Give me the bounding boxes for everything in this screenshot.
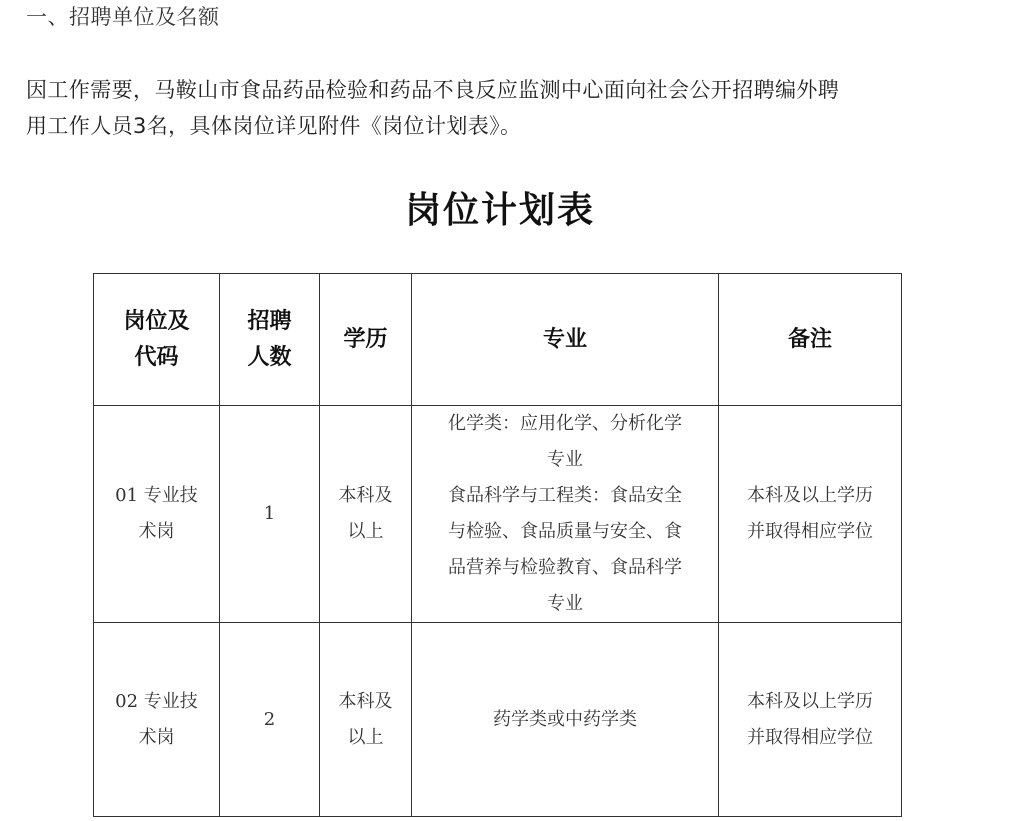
cell-major — [412, 623, 719, 817]
cell-line: 品营养与检验教育、食品科学 — [448, 557, 682, 578]
table-title: 岗位计划表 — [404, 189, 595, 231]
table-header-row — [94, 274, 902, 406]
header-line: 人数 — [247, 344, 292, 370]
cell-line: 与检验、食品质量与安全、食 — [448, 521, 682, 542]
header-position — [94, 274, 220, 406]
cell-line: 并取得相应学位 — [747, 521, 873, 542]
cell-education — [320, 406, 412, 623]
table-row — [94, 623, 902, 817]
cell-position — [94, 623, 220, 817]
header-major: 专业 — [412, 274, 719, 406]
cell-count: 2 — [220, 623, 320, 817]
intro-line: 因工作需要，马鞍山市食品药品检验和药品不良反应监测中心面向社会公开招聘编外聘 — [26, 78, 840, 102]
intro-paragraph — [26, 72, 986, 144]
cell-line: 本科及 — [338, 690, 393, 712]
cell-position — [94, 406, 220, 623]
header-line: 代码 — [134, 344, 179, 370]
position-plan-table — [93, 273, 902, 817]
cell-line: 药学类或中药学类 — [493, 708, 637, 730]
cell-major — [412, 406, 719, 623]
cell-line: 专业 — [547, 593, 583, 614]
section-heading: 一、招聘单位及名额 — [26, 5, 220, 29]
cell-count: 1 — [220, 406, 320, 623]
header-count — [220, 274, 320, 406]
cell-line: 专业 — [547, 449, 583, 470]
cell-education — [320, 623, 412, 817]
cell-line: 化学类：应用化学、分析化学 — [448, 413, 682, 434]
intro-line: 用工作人员3名，具体岗位详见附件《岗位计划表》。 — [26, 114, 522, 138]
header-line: 岗位及 — [123, 308, 190, 334]
cell-line: 02 专业技 — [115, 690, 198, 712]
header-education: 学历 — [320, 274, 412, 406]
cell-line: 食品科学与工程类：食品安全 — [448, 485, 682, 506]
cell-note — [719, 623, 902, 817]
cell-line: 本科及 — [338, 485, 393, 506]
cell-line: 并取得相应学位 — [747, 726, 873, 748]
cell-line: 以上 — [347, 521, 384, 542]
cell-line: 术岗 — [138, 726, 175, 748]
cell-line: 本科及以上学历 — [747, 485, 873, 506]
cell-line: 以上 — [347, 726, 384, 748]
cell-note — [719, 406, 902, 623]
table-row — [94, 406, 902, 623]
cell-line: 本科及以上学历 — [747, 690, 873, 712]
cell-line: 01 专业技 — [115, 485, 198, 506]
header-line: 招聘 — [247, 308, 292, 334]
header-note: 备注 — [719, 274, 902, 406]
cell-line: 术岗 — [138, 521, 175, 542]
